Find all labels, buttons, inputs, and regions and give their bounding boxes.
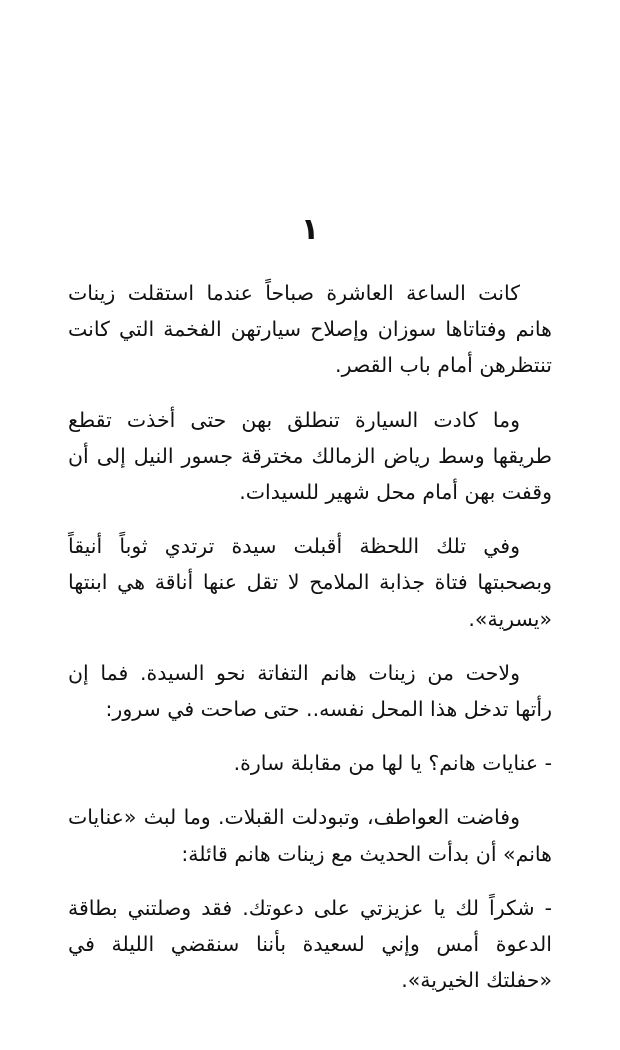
dialogue-line: - شكراً لك يا عزيزتي على دعوتك. فقد وصلتني بطاقة الدعوة أمس وإني لسعيدة بأننا سنقضي الليلة في «حفلتك الخيرية». bbox=[68, 895, 552, 993]
paragraph: ولاحت من زينات هانم التفاتة نحو السيدة. فما إن رأتها تدخل هذا المحل نفسه.. حتى صاحت في سرور: bbox=[68, 660, 552, 722]
chapter-number: ١ bbox=[300, 212, 320, 247]
body-text bbox=[68, 275, 552, 1016]
dialogue-line: - عنايات هانم؟ يا لها من مقابلة سارة. bbox=[233, 751, 552, 776]
paragraph: وفي تلك اللحظة أقبلت سيدة ترتدي ثوباً أنيقاً وبصحبتها فتاة جذابة الملامح لا تقل عنها أناقة هي ابنتها «يسرية». bbox=[68, 534, 552, 631]
paragraph: وفاضت العواطف، وتبودلت القبلات. وما لبث «عنايات هانم» أن بدأت الحديث مع زينات هانم قائلة: bbox=[68, 805, 552, 866]
paragraph: وما كادت السيارة تنطلق بهن حتى أخذت تقطع طريقها وسط رياض الزمالك مخترقة جسور النيل إلى أن وقفت بهن أمام محل شهير للسيدات. bbox=[68, 407, 552, 505]
paragraph: كانت الساعة العاشرة صباحاً عندما استقلت زينات هانم وفتاتاها سوزان وإصلاح سيارتهن الفخمة التي كانت تنتظرهن أمام باب القصر. bbox=[68, 281, 552, 378]
